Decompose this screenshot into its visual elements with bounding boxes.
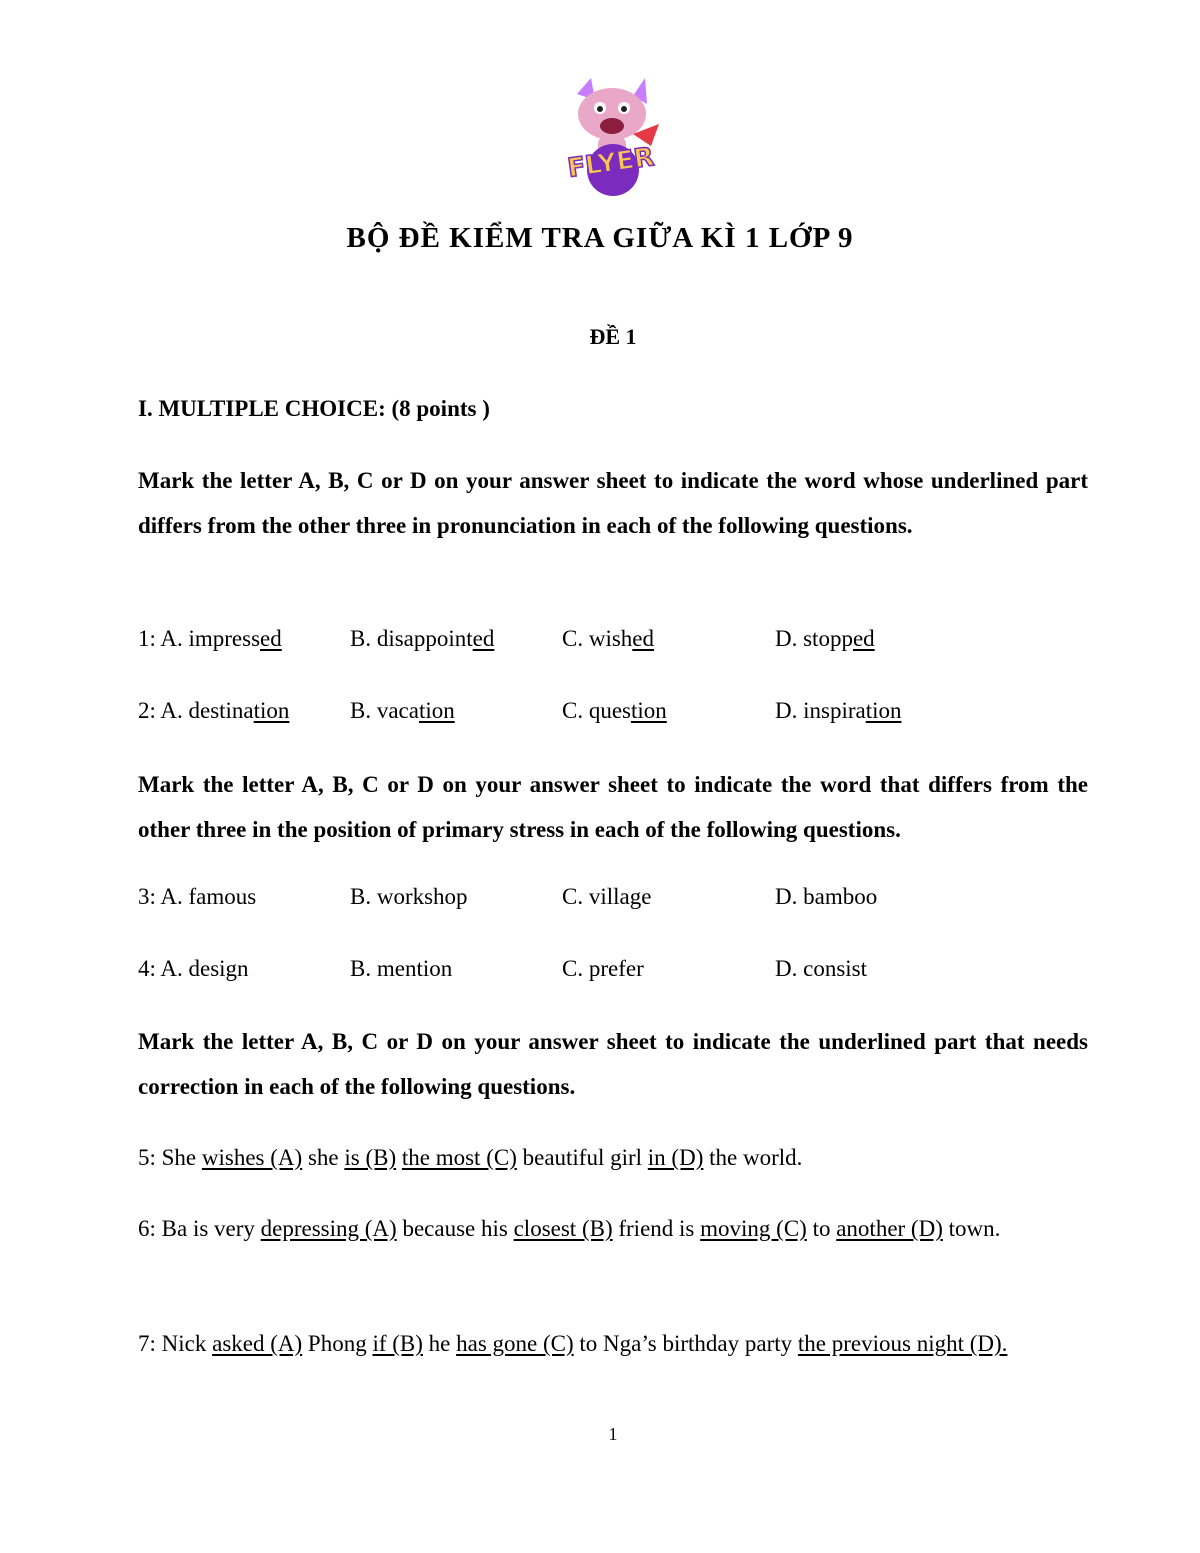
question-2-option-d: D. inspiration <box>775 698 902 723</box>
question-2-option-a: 2: A. destination <box>138 698 290 723</box>
question-5-part-c: the most (C) <box>401 1145 517 1170</box>
question-4-option-a: 4: A. design <box>138 956 249 981</box>
question-1-option-c: C. wished <box>562 626 655 651</box>
question-5-part-b: is (B) <box>344 1145 397 1170</box>
question-6-part-d: another (D) <box>836 1216 943 1241</box>
question-4-option-d: D. consist <box>775 956 867 981</box>
instruction-pronunciation: Mark the letter A, B, C or D on your answer sheet to indicate the word whose underlined part differs from the other three in pronunciation in each of the following questions. <box>138 468 1088 538</box>
page-title: BỘ ĐỀ KIỂM TRA GIỮA KÌ 1 LỚP 9 <box>346 222 854 254</box>
question-5-part-d: in (D) <box>647 1145 704 1170</box>
section-heading: I. MULTIPLE CHOICE: (8 points ) <box>138 396 490 421</box>
question-7: 7: Nick asked (A) Phong if (B) he has gone (C) to Nga’s birthday party the previous night (D). <box>138 1331 1008 1356</box>
question-4-option-c: C. prefer <box>562 956 644 981</box>
question-4-option-b: B. mention <box>350 956 453 981</box>
question-6-part-b: closest (B) <box>513 1216 613 1241</box>
question-6-part-a: depressing (A) <box>260 1216 397 1241</box>
question-6: 6: Ba is very depressing (A) because his closest (B) friend is moving (C) to another (D) town. <box>138 1216 1001 1241</box>
flyer-logo <box>555 72 670 197</box>
page-number: 1 <box>608 1424 618 1444</box>
exam-label: ĐỀ 1 <box>589 324 637 349</box>
question-5: 5: She wishes (A) she is (B) the most (C) beautiful girl in (D) the world. <box>138 1145 803 1170</box>
question-3-option-d: D. bamboo <box>775 884 878 909</box>
question-7-part-c: has gone (C) <box>456 1331 574 1356</box>
question-2-option-c: C. question <box>562 698 667 723</box>
question-3-option-c: C. village <box>562 884 652 909</box>
question-5-part-a: wishes (A) <box>201 1145 303 1170</box>
question-7-part-a: asked (A) <box>212 1331 303 1356</box>
instruction-correction: Mark the letter A, B, C or D on your answer sheet to indicate the underlined part that needs correction in each of the following questions. <box>138 1029 1088 1099</box>
question-6-part-c: moving (C) <box>700 1216 807 1241</box>
question-1-option-b: B. disappointed <box>350 626 495 651</box>
question-1-option-d: D. stopped <box>775 626 875 651</box>
question-3-option-a: 3: A. famous <box>138 884 257 909</box>
question-7-part-b: if (B) <box>372 1331 423 1356</box>
instruction-stress: Mark the letter A, B, C or D on your answer sheet to indicate the word that differs from the other three in the position of primary stress in each of the following questions. <box>138 772 1088 842</box>
question-3-option-b: B. workshop <box>350 884 468 909</box>
question-7-part-d: the previous night (D). <box>797 1331 1008 1356</box>
question-2-option-b: B. vacation <box>350 698 455 723</box>
logo-text: FLYER <box>565 142 656 184</box>
question-1-option-a: 1: A. impressed <box>138 626 282 651</box>
